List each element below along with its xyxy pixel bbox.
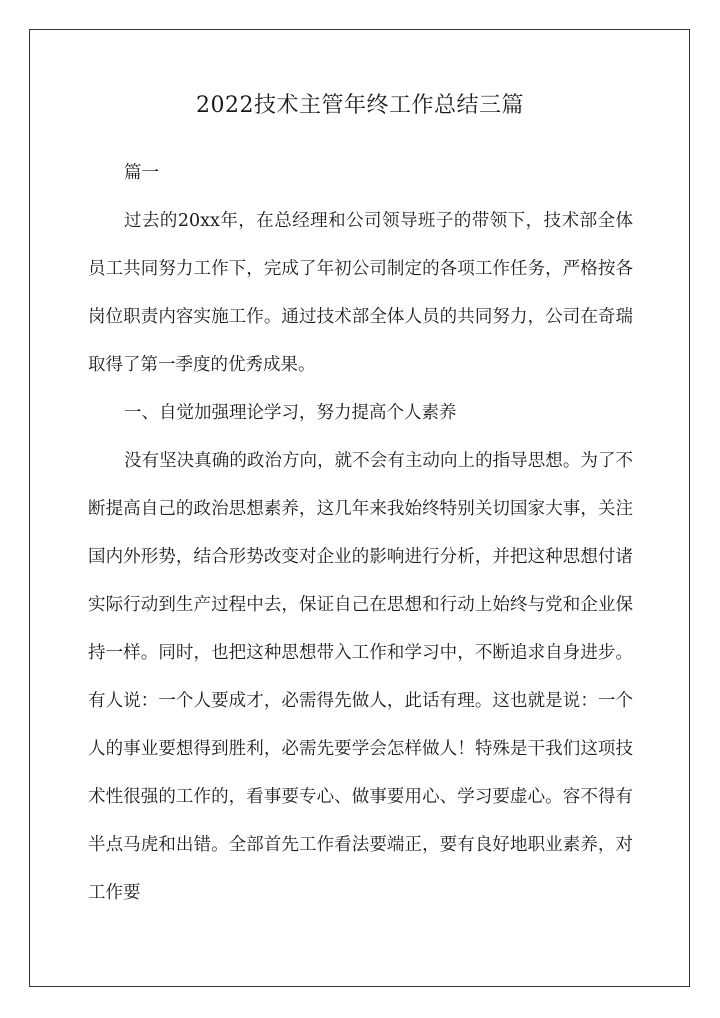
document-body — [88, 149, 633, 917]
section-heading-theory-study: 一、自觉加强理论学习，努力提高个人素养 — [124, 403, 457, 423]
paragraph-intro: 过去的20xx年，在总经理和公司领导班子的带领下，技术部全体员工共同努力工作下，完成了年初公司制定的各项工作任务，严格按各岗位职责内容实施工作。通过技术部全体人员的共同努力，公司在奇瑞取得了第一季度的优秀成果。 — [88, 211, 633, 375]
paragraph-political-thought: 没有坚决真确的政治方向，就不会有主动向上的指导思想。为了不断提高自己的政治思想素养，这几年来我始终特别关切国家大事，关注国内外形势，结合形势改变对企业的影响进行分析，并把这种思想付诸实际行动到生产过程中去，保证自己在思想和行动上始终与党和企业保持一样。同时，也把这种思想带入工作和学习中，不断追求自身进步。有人说：一个人要成才，必需得先做人，此话有理。这也就是说：一个人的事业要想得到胜利，必需先要学会怎样做人！特殊是干我们这项技术性很强的工作的，看事要专心、做事要用心、学习要虚心。容不得有半点马虎和出错。全部首先工作看法要端正，要有良好地职业素养，对工作要 — [88, 451, 633, 903]
document-title: 2022技术主管年终工作总结三篇 — [196, 93, 524, 118]
section-heading-part-one: 篇一 — [124, 163, 159, 183]
